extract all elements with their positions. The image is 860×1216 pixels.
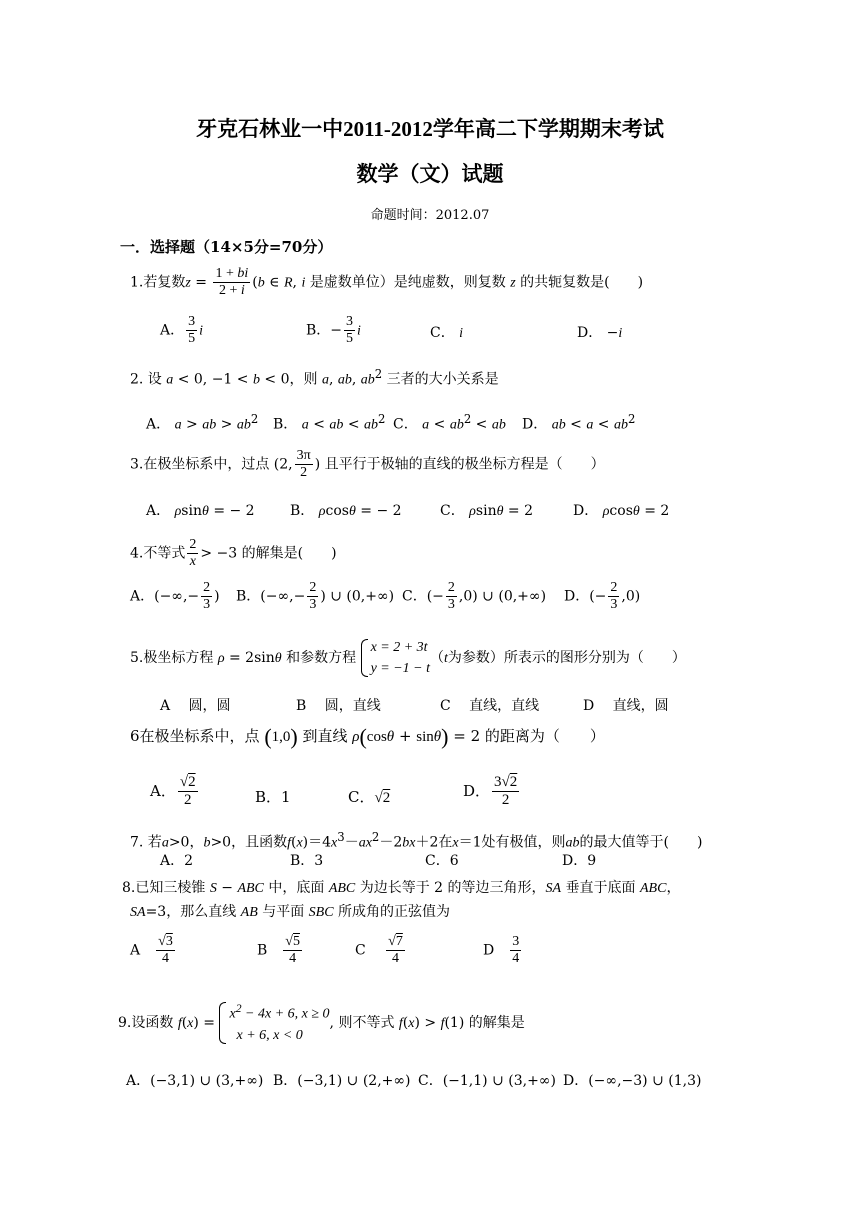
section-heading: 一．选择题（14×5分=70分）	[120, 238, 333, 256]
question-8-option-d: D $\frac{3}{4}$	[483, 934, 520, 967]
question-3-option-d: D． ρcosθ = 2	[573, 503, 670, 519]
question-3-option-a: A． ρsinθ = − 2	[146, 503, 255, 519]
question-9-stem: 9.设函数 f(x) = $x^2 - 4x + 6$, x ≥ 0 x + 6, x < 0 , 则不等式 f(x) > f(1) 的解集是	[118, 1000, 525, 1046]
question-7-option-d: D．9	[562, 853, 597, 869]
question-8-option-b: B $\frac{√5}{4}$	[257, 934, 300, 967]
question-1-option-c: C． i	[430, 325, 464, 341]
question-3-stem: 3.在极坐标系中，过点 (2, $\frac{3\pi}{2}$ ) 且平行于极轴的直线的极坐标方程是（ ）	[130, 448, 605, 481]
question-8-option-c: C $\frac{√7}{4}$	[355, 934, 403, 967]
question-3-option-b: B． ρcosθ = − 2	[290, 503, 402, 519]
question-2-option-a: A． a > ab > $ab^2$	[146, 412, 259, 433]
question-1-stem: 1.若复数z = $\frac{1 + bi}{2 + i}$ (b ∈ R, i 是虚数单位）是纯虚数，则复数 z 的共轭复数是( )	[130, 266, 644, 299]
exam-title: 牙克石林业一中2011-2012学年高二下学期期末考试	[196, 116, 664, 141]
exam-time: 命题时间：2012.07	[370, 208, 490, 223]
question-4-option-b: B．(−∞,− $\frac{2}{3}$ ) ∪ (0,+∞)	[236, 580, 395, 613]
question-2-option-b: B． a < ab < $ab^2$	[273, 412, 386, 433]
question-9-option-b: B．(−3,1) ∪ (2,+∞)	[273, 1073, 411, 1089]
question-7-stem: 7. 若a>0，b>0，且函数$f(x)=4x^3-ax^2-2bx+2$在x＝1处有极值，则ab的最大值等于( )	[130, 830, 703, 851]
question-5-option-d: D 直线，圆	[583, 698, 669, 714]
question-2-option-c: C． $a < ab^2$ < ab	[393, 412, 506, 433]
question-5-option-c: C 直线，直线	[440, 698, 540, 714]
question-8-option-a: A $\frac{√3}{4}$	[130, 934, 173, 967]
question-6-option-a: A． $\frac{√2}{2}$	[150, 774, 196, 809]
question-9-option-a: A．(−3,1) ∪ (3,+∞)	[126, 1073, 264, 1089]
question-9-option-c: C．(−1,1) ∪ (3,+∞)	[418, 1073, 556, 1089]
question-4-stem: 4.不等式 $\frac{2}{x}$ > −3 的解集是( )	[130, 537, 337, 570]
question-7-option-c: C．6	[425, 853, 459, 869]
question-7-option-a: A．2	[160, 853, 194, 869]
question-6-option-c: C．√2	[348, 788, 391, 806]
question-4-option-d: D．(− $\frac{2}{3}$ ,0)	[564, 580, 641, 613]
question-4-option-a: A．(−∞,− $\frac{2}{3}$ )	[130, 580, 220, 613]
question-8-stem-line1: 8.已知三棱锥 S − ABC 中，底面 ABC 为边长等于 2 的等边三角形，SA 垂直于底面 ABC，	[122, 880, 681, 896]
question-7-option-b: B．3	[290, 853, 324, 869]
question-2-stem: 2. 设 a < 0, −1 < b < 0，则 a, ab, $ab^2$ 三者的大小关系是	[130, 367, 499, 388]
question-6-option-b: B．1	[255, 788, 291, 806]
question-6-stem: 6在极坐标系中，点 (1,0) 到直线 ρ(cosθ + sinθ) = 2 的距离为（ ）	[130, 724, 605, 749]
question-5-option-b: B 圆，直线	[296, 698, 381, 714]
question-5-stem: 5.极坐标方程 ρ = 2sinθ 和参数方程 x = 2 + 3t y = −1 − t （t为参数）所表示的图形分别为（ ）	[130, 637, 686, 679]
exam-subtitle: 数学（文）试题	[356, 161, 504, 186]
question-4-option-c: C．(− $\frac{2}{3}$ ,0) ∪ (0,+∞)	[402, 580, 547, 613]
question-1-option-b: B．− $\frac{3}{5}$ i	[306, 314, 361, 347]
question-5-option-a: A 圆，圆	[160, 698, 231, 714]
question-1-option-d: D． −i	[577, 325, 623, 341]
question-6-option-d: D． $\frac{3√2}{2}$	[463, 774, 518, 809]
question-3-option-c: C． ρsinθ = 2	[440, 503, 534, 519]
question-2-option-d: D． ab < $a < ab^2$	[522, 412, 636, 433]
question-8-stem-line2: SA=3，那么直线 AB 与平面 SBC 所成角的正弦值为	[130, 904, 451, 920]
question-9-option-d: D．(−∞,−3) ∪ (1,3)	[563, 1073, 702, 1089]
question-1-option-a: A． $\frac{3}{5}$ i	[160, 314, 204, 347]
